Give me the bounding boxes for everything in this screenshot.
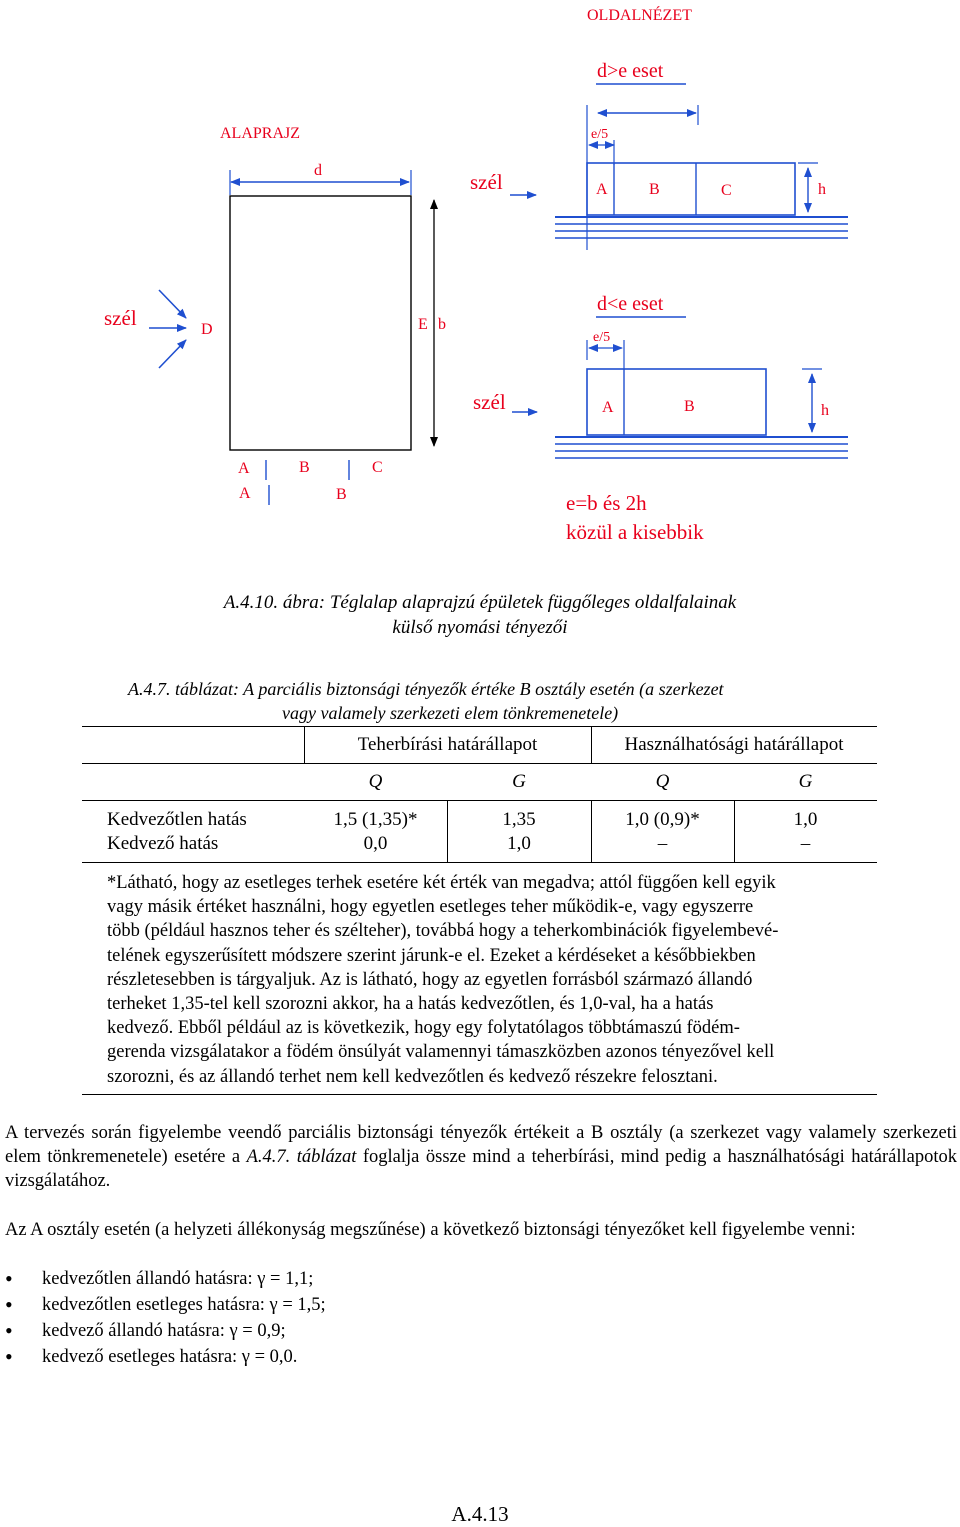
table-r2c1: 0,0 <box>363 833 388 854</box>
case1-e5-label: e/5 <box>591 127 609 142</box>
footnote-line: vagy másik értéket használni, hogy egyetlen esetleges teher működik-e, vagy egyszerre <box>107 897 754 918</box>
footnote-line: telének egyszerűsített módszere szerint járunk-e el. Ezeket a kérdéseket a későbbiekben <box>107 945 756 966</box>
case2-wind-label: szél <box>473 390 506 414</box>
case2-h-label: h <box>821 402 829 419</box>
list-item: • kedvező állandó hatásra: γ = 0,9; <box>5 1318 326 1344</box>
plan-zone-b-bottom: B <box>336 486 347 503</box>
plan-wind-label: szél <box>104 306 137 330</box>
figure-caption-line2: külső nyomási tényezői <box>392 617 568 638</box>
plan-zone-b-top: B <box>299 459 310 476</box>
case2-zone-a: A <box>602 399 614 416</box>
factor-list <box>5 1266 326 1370</box>
case2-title: d<e eset <box>597 293 664 315</box>
list-item: • kedvezőtlen állandó hatásra: γ = 1,1; <box>5 1266 326 1292</box>
table-sub-g2: G <box>798 771 813 792</box>
table-r1c4: 1,0 <box>793 809 818 830</box>
list-item: • kedvező esetleges hatásra: γ = 0,0. <box>5 1344 326 1370</box>
case1-zone-b: B <box>649 181 660 198</box>
table-caption-line2: vagy valamely szerkezeti elem tönkremenetele) <box>282 703 619 723</box>
footnote-line: több (például hasznos teher és szélteher), továbbá hogy a teherkombinációk figyelembevé- <box>107 921 779 942</box>
footnote-line: *Látható, hogy az esetleges terhek esetére két érték van megadva; attól függően kell egyik <box>107 873 776 893</box>
table-group-load-bearing: Teherbírási határállapot <box>357 734 538 755</box>
page-number: A.4.13 <box>451 1502 509 1526</box>
case2-zone-b: B <box>684 398 695 415</box>
table-sub-g1: G <box>512 771 526 792</box>
table-r1c1: 1,5 (1,35)* <box>333 809 418 830</box>
case1-title: d>e eset <box>597 60 664 82</box>
case1-building <box>587 163 795 215</box>
table-reference: A.4.7. táblázat <box>246 1147 357 1167</box>
table-r1c2: 1,35 <box>502 809 536 830</box>
plan-b-label: b <box>438 316 446 333</box>
paragraph-2: Az A osztály esetén (a helyzeti állékonyság megszűnése) a következő biztonsági tényezőket kell figyelembe venni: <box>5 1220 856 1240</box>
paragraph-1: A tervezés során figyelembe veendő parciális biztonsági tényezők értékeit a B osztály (a szerkezet vagy valamely szerkezeti elem tönkremenetele) esetére a A.4.7. táblázat foglalja össze mind a teherbírási, mind pedig a használhatósági határállapotok vizsgálatához. <box>5 1123 958 1191</box>
table-r2c2: 1,0 <box>507 833 531 854</box>
plan-zone-a-top: A <box>238 460 250 477</box>
case1-wind-label: szél <box>470 170 503 194</box>
figure-note-line2: közül a kisebbik <box>566 520 704 544</box>
table-rule-4 <box>82 862 877 863</box>
plan-zone-a-bottom: A <box>239 485 251 502</box>
case1-zone-a: A <box>596 181 608 198</box>
plan-building <box>230 196 411 450</box>
footnote-line: kedvező. Ebből például az is következik, hogy egy folytatólagos többtámaszú födém- <box>107 1018 740 1039</box>
table-rule-bottom <box>82 1094 877 1095</box>
footnote-line: terheket 1,35-tel kell szorozni akkor, ha a hatás kedvezőtlen, és 1,0-val, ha a hatás <box>107 994 714 1015</box>
plan-title: ALAPRAJZ <box>220 125 301 142</box>
case2-e5-label: e/5 <box>593 330 611 345</box>
case1-zone-c: C <box>721 182 732 199</box>
table-rule-top <box>82 726 877 727</box>
footnote-line: részletesebben is tárgyaljuk. Az is látható, hogy az egyetlen forrásból származó állandó <box>107 969 753 990</box>
plan-zone-c-top: C <box>372 459 383 476</box>
table-r1c3: 1,0 (0,9)* <box>625 809 700 830</box>
table-rule-2 <box>82 763 877 764</box>
table-group-serviceability: Használhatósági határállapot <box>624 734 844 755</box>
table-row2-label: Kedvező hatás <box>107 833 219 854</box>
figure-note-line1: e=b és 2h <box>566 491 647 515</box>
table-r2c4: – <box>800 833 811 854</box>
footnote-line: szorozni, és az állandó terhet nem kell kedvezőtlen és kedvező részekre felosztani. <box>107 1066 718 1087</box>
table-r2c3: – <box>657 833 668 854</box>
plan-d-label: d <box>314 162 322 179</box>
table-rule-3 <box>82 800 877 801</box>
wind-pressure-figure <box>0 0 960 560</box>
plan-zone-d: D <box>201 321 213 338</box>
side-view-title: OLDALNÉZET <box>587 7 692 24</box>
table-footnote <box>107 871 867 1089</box>
list-item: • kedvezőtlen esetleges hatásra: γ = 1,5; <box>5 1292 326 1318</box>
table-sub-q1: Q <box>368 771 383 792</box>
footnote-line: gerenda vizsgálatakor a födém önsúlyát valamennyi támaszközben azonos tényezővel kell <box>107 1042 775 1063</box>
table-row1-label: Kedvezőtlen hatás <box>107 809 247 830</box>
table-caption-line1: A.4.7. táblázat: A parciális biztonsági tényezők értéke B osztály esetén (a szerkezet <box>128 679 724 699</box>
table-sub-q2: Q <box>655 771 670 792</box>
plan-zone-e: E <box>418 316 428 333</box>
case1-h-label: h <box>818 181 826 198</box>
figure-caption-line1: A.4.10. ábra: Téglalap alaprajzú épületek függőleges oldalfalainak <box>223 592 737 613</box>
